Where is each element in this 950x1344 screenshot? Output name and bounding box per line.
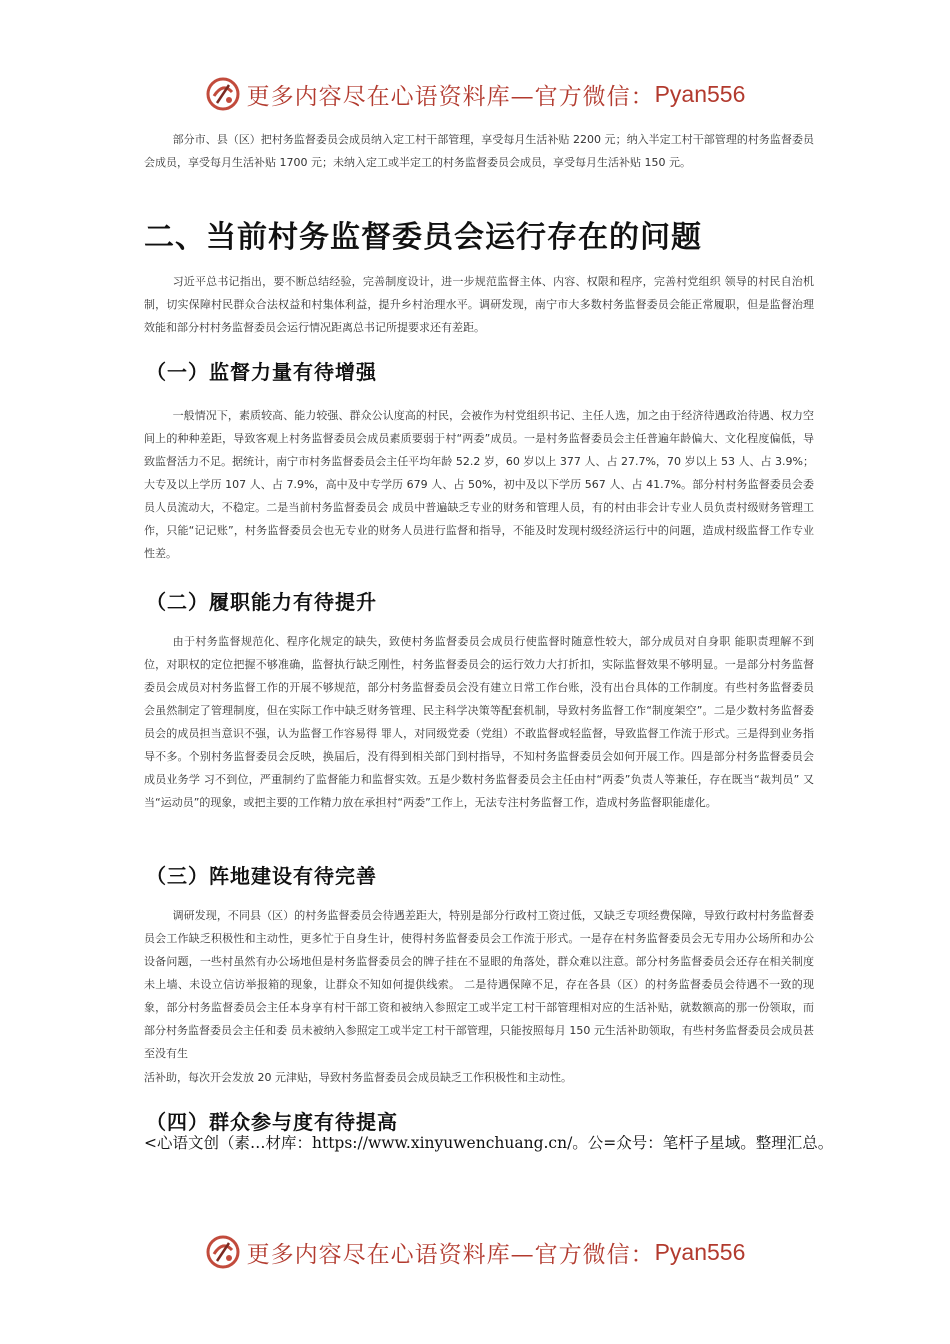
- watermark-wechat-id: Pyan556: [654, 80, 746, 107]
- subsection-title-1: （一）监督力量有待增强: [146, 360, 377, 384]
- section-paragraph: 习近平总书记指出，要不断总结经验，完善制度设计，进一步规范监督主体、内容、权限和程序，完善村党组织 领导的村民自治机制，切实保障村民群众合法权益和村集体利益，提升乡村治理水平。调研发现，南宁市大多数村务监督委员会能正常履职，但是监督治理效能和部分村村务监督委员会运行情况距离总书记所提要求还有差距。: [144, 275, 814, 334]
- subsection-paragraph-3: 调研发现，不同县（区）的村务监督委员会待遇差距大，特别是部分行政村工资过低，又缺乏专项经费保障，导致行政村村务监督委员会工作缺乏积极性和主动性，更多忙于自身生计，使得村务监督委员会工作流于形式。一是存在村务监督委员会无专用办公场所和办公设备问题，一些村虽然有办公场地但是村务监督委员会的牌子挂在不显眼的角落处，群众难以注意。部分村务监督委员会还存在相关制度未上墙、未设立信访举报箱的现象，让群众不知如何提供线索。 二是待遇保障不足，存在各县（区）的村务监督委员会待遇不一致的现象，部分村务监督委员会主任本身享有村干部工资和被纳入参照定工或半定工村干部管理相对应的生活补贴，就数额高的那一份领取，而部分村务监督委员会主任和委 员未被纳入参照定工或半定工村干部管理，只能按照每月 150 元生活补助领取，有些村务监督委员会成员甚至没有生: [144, 909, 814, 1060]
- subsection-paragraph-3-tail: 活补助，每次开会发放 20 元津贴，导致村务监督委员会成员缺乏工作积极性和主动性。: [144, 1071, 572, 1084]
- intro-paragraph: 部分市、县（区）把村务监督委员会成员纳入定工村干部管理，享受每月生活补贴 2200 元；纳入半定工村干部管理的村务监督委员会成员，享受每月生活补贴 1700 元；未纳入定工或半定工的村务监督委员会成员，享受每月生活补贴 150 元。: [144, 133, 814, 169]
- watermark-text: 更多内容尽在心语资料库—官方微信：: [246, 1241, 655, 1268]
- subsection-title-3: （三）阵地建设有待完善: [146, 864, 377, 888]
- brand-logo-icon: [205, 1234, 241, 1270]
- watermark-text: 更多内容尽在心语资料库—官方微信：: [246, 83, 655, 110]
- brand-logo-icon: [205, 76, 241, 112]
- section-title: 二、当前村务监督委员会运行存在的问题: [144, 220, 702, 255]
- source-footnote: <心语文创（素…材库：https://www.xinyuwenchuang.cn/。公=众号：笔杆子星域。整理汇总。: [144, 1134, 834, 1152]
- subsection-paragraph-1: 一般情况下，素质较高、能力较强、群众公认度高的村民，会被作为村党组织书记、主任人选，加之由于经济待遇政治待遇、权力空间上的种种差距，导致客观上村务监督委员会成员素质要弱于村“两委”成员。一是村务监督委员会主任普遍年龄偏大、文化程度偏低，导致监督活力不足。据统计，南宁市村务监督委员会主任平均年龄 52.2 岁，60 岁以上 377 人、占 27.7%，70 岁以上 53 人、占 3.9%；大专及以上学历 107 人、占 7.9%，高中及中专学历 679 人、占 50%，初中及以下学历 567 人、占 41.7%。部分村村务监督委员会委员人员流动大，不稳定。二是当前村务监督委员会 成员中普遍缺乏专业的财务和管理人员，有的村由非会计专业人员负责村级财务管理工作，只能“记记账”，村务监督委员会也无专业的财务人员进行监督和指导，不能及时发现村级经济运行中的问题，造成村级监督工作专业性差。: [144, 409, 814, 560]
- subsection-title-2: （二）履职能力有待提升: [146, 590, 377, 614]
- watermark-wechat-id: Pyan556: [654, 1238, 746, 1265]
- subsection-title-4: （四）群众参与度有待提高: [146, 1110, 398, 1134]
- watermark-banner-bottom: [0, 1228, 950, 1276]
- subsection-paragraph-2: 由于村务监督规范化、程序化规定的缺失，致使村务监督委员会成员行使监督时随意性较大，部分成员对自身职 能职责理解不到位，对职权的定位把握不够准确，监督执行缺乏刚性，村务监督委员会的运行效力大打折扣，实际监督效果不够明显。一是部分村务监督委员会成员对村务监督工作的开展不够规范，部分村务监督委员会没有建立日常工作台账，没有出台具体的工作制度。有些村务监督委员会虽然制定了管理制度，但在实际工作中缺乏财务管理、民主科学决策等配套机制，导致村务监督工作“制度架空”。二是少数村务监督委员会的成员担当意识不强，认为监督工作容易得 罪人，对同级党委（党组）不敢监督或轻监督，导致监督工作流于形式。三是得到业务指导不多。个别村务监督委员会反映，换届后，没有得到相关部门到村指导，不知村务监督委员会如何开展工作。四是部分村务监督委员会成员业务学 习不到位，严重制约了监督能力和监督实效。五是少数村务监督委员会主任由村“两委”负责人等兼任，存在既当“裁判员” 又当“运动员”的现象，或把主要的工作精力放在承担村“两委”工作上，无法专注村务监督工作，造成村务监督职能虚化。: [144, 635, 814, 809]
- watermark-banner-top: [0, 70, 950, 118]
